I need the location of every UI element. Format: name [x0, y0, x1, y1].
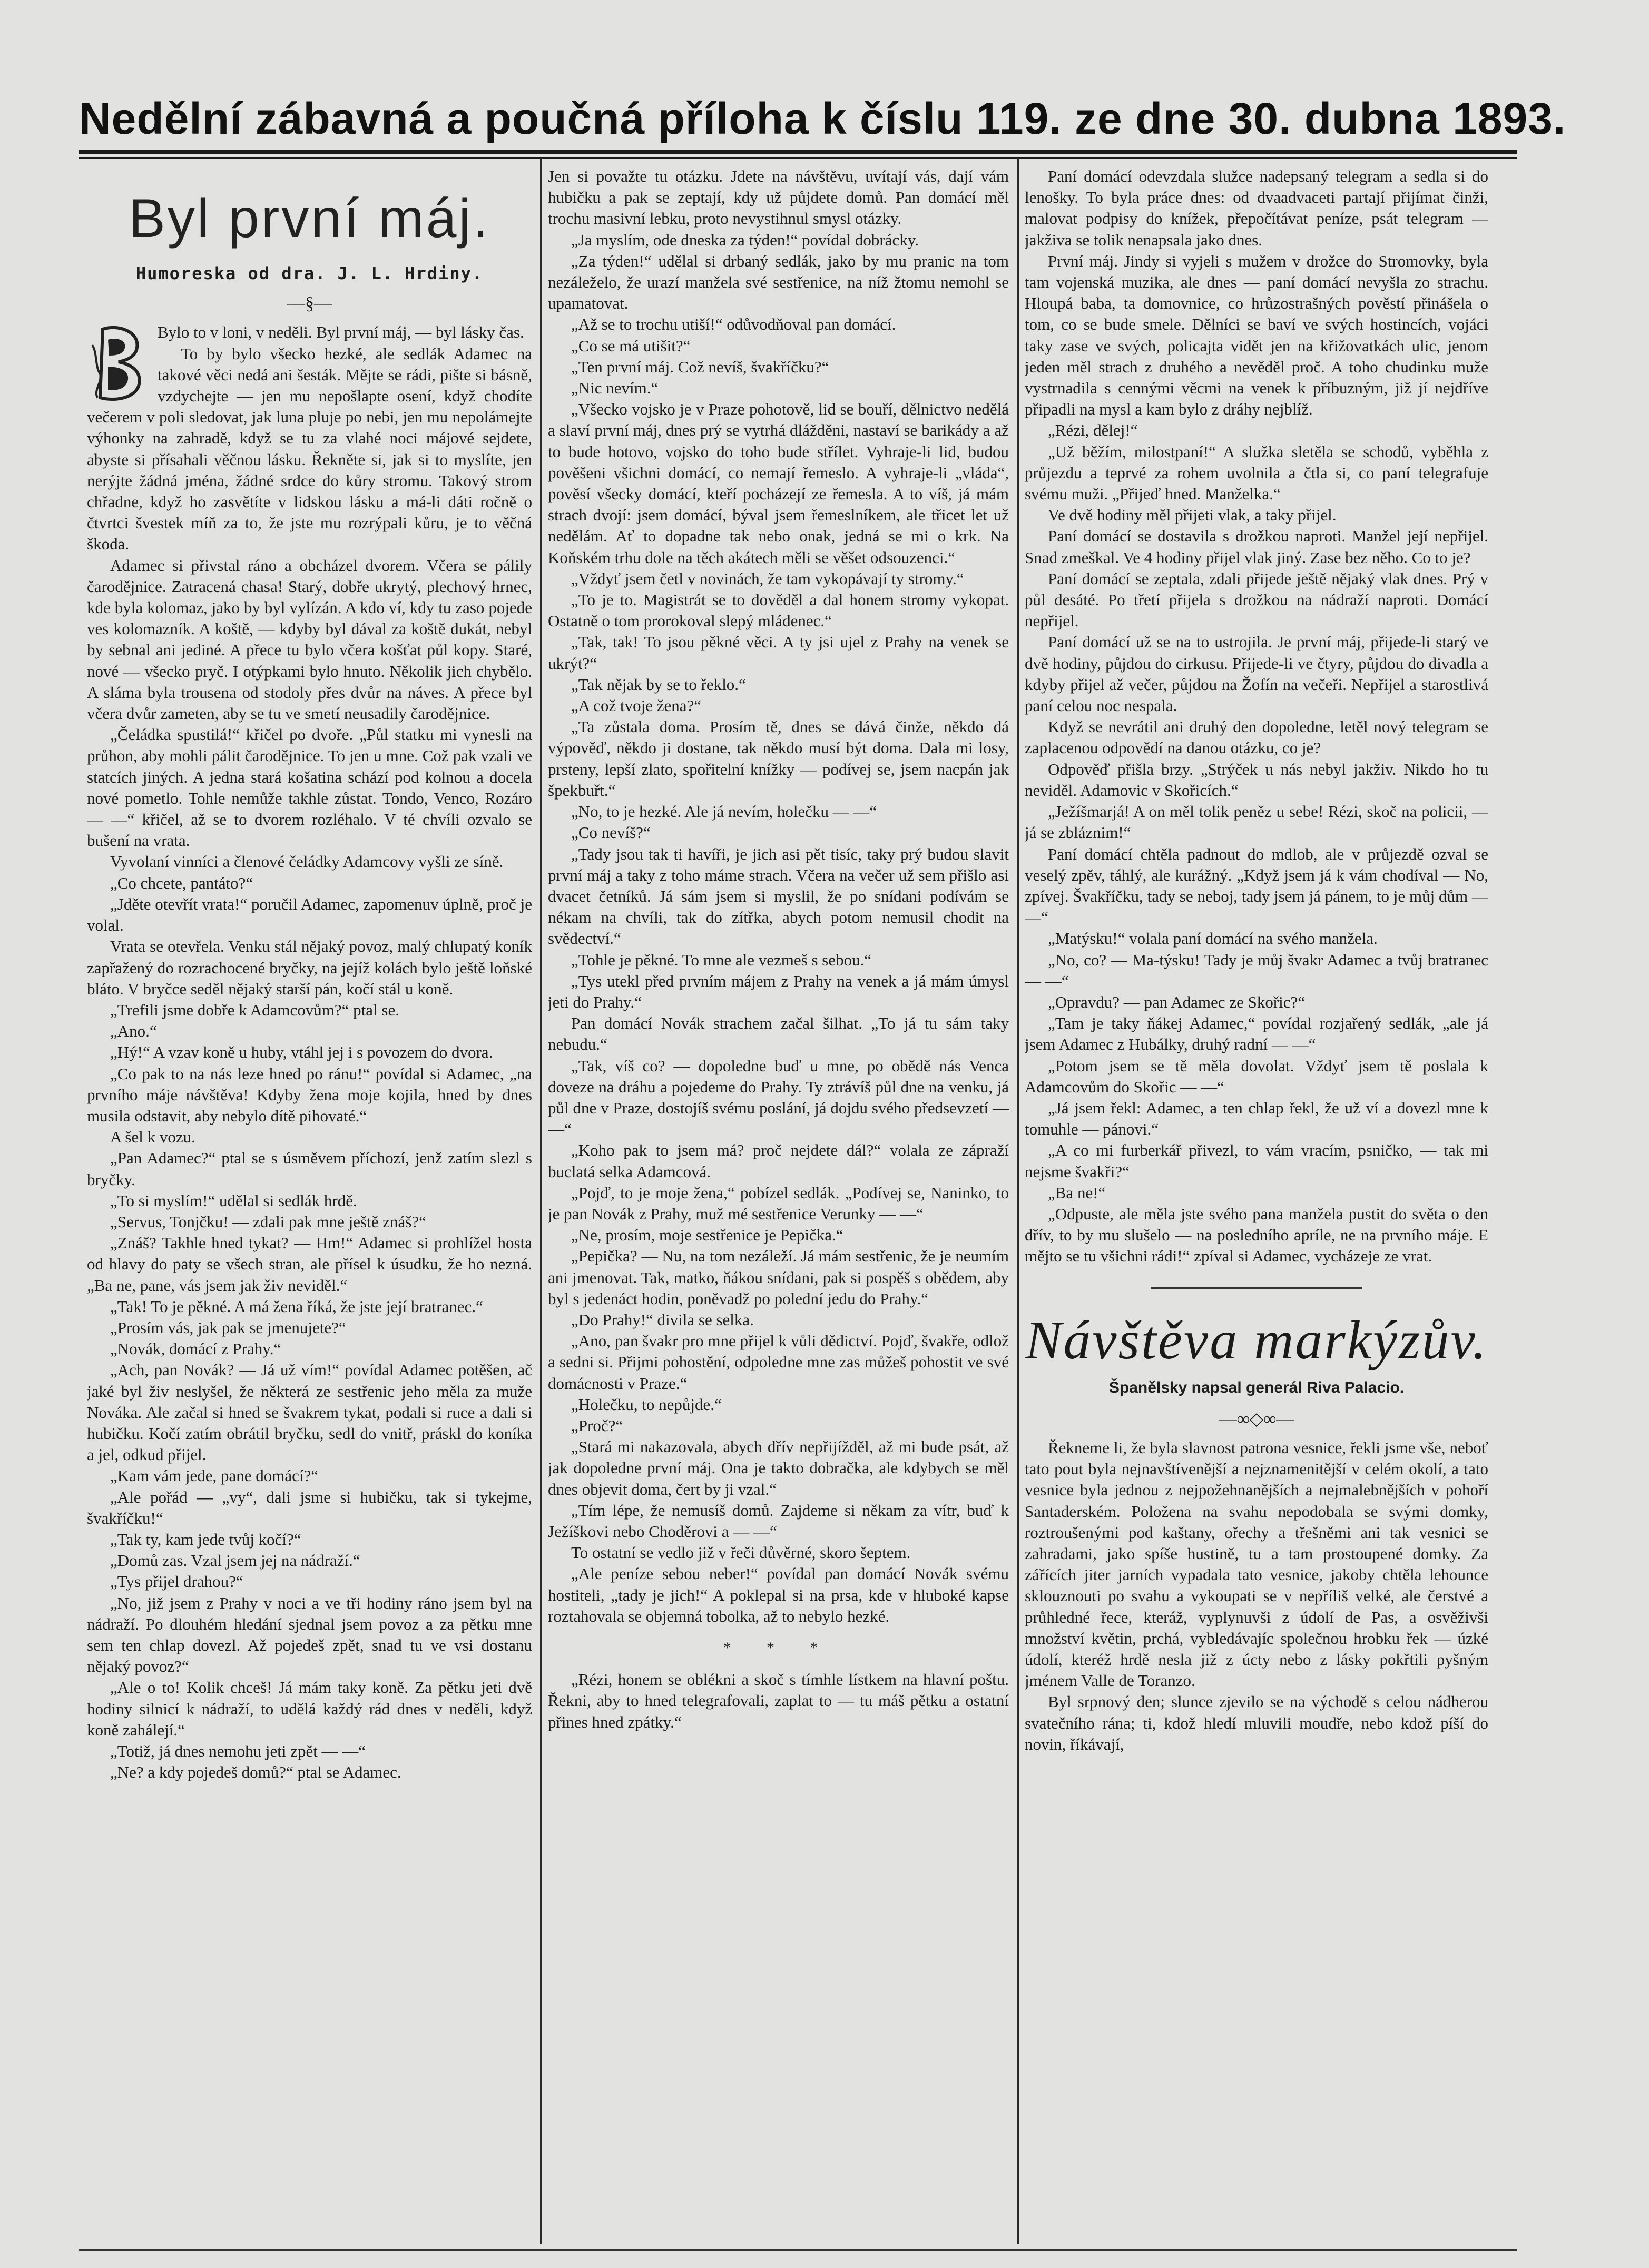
paragraph: „Hý!“ A vzav koně u huby, vtáhl jej i s povozem do dvora. [110, 1043, 493, 1062]
column-divider-1 [540, 158, 542, 2244]
paragraph: „Pan Adamec?“ ptal se s úsměvem příchozí, jenž zatím slezl s bryčky. [87, 1149, 532, 1189]
paragraph: „Co chcete, pantáto?“ [110, 873, 253, 892]
story-body [87, 322, 532, 1783]
paragraph: Paní domácí už se na to ustrojila. Je první máj, přijede-li starý ve dvě hodiny, půjdou do cirkusu. Přijede-li ve čtyry, půjdou do divadla a kdyby přijel až večer, půjdou na Žofín na večeři. Nepřijel a starostlivá paní celou noc nespala. [1025, 633, 1488, 715]
paragraph: „Čeládka spustilá!“ křičel po dvoře. „Půl statku mi vynesli na průhon, aby mohli pálit čarodějnice. To jen u mne. Což pak vzali ve statcích jiných. A jedna stará košatina schází pod kolnou a docela nové pometlo. Tohle nemůže takhle zůstat. Tondo, Venco, Rozáro — —“ křičel, až se to dvorem rozléhalo. V té chvíli ozvalo se bušení na vrata. [87, 725, 532, 850]
paragraph: „Tak ty, kam jede tvůj kočí?“ [110, 1530, 301, 1549]
paragraph: Paní domácí se zeptala, zdali přijede ještě nějaký vlak dnes. Prý v půl desáté. Po třetí přijela s drožkou na nádraží naproti. Domácí nepřijel. [1025, 569, 1488, 630]
paragraph: „Ne? a kdy pojedeš domů?“ ptal se Adamec. [110, 1763, 401, 1782]
paragraph: Adamec si přivstal ráno a obcházel dvorem. Včera se pálily čarodějnice. Zatracená chasa! Starý, dobře ukrytý, plechový hrnec, kde byla kolomaz, jako by byl vylízán. A kdo ví, kdy tu zaso pojede ves kolomazník. A koště, — kdyby byl dával za koště dukát, nebyl by sebnal ani jediné. A přece tu bylo včera košťat půl kopy. Staré, nové — všecko pryč. I otýpkami bylo hnuto. Několik jich chybělo. A sláma byla trousena od stodoly přes dvůr na náves. A přece byl včera dvůr zameten, aby se tu ve smetí neusadily čarodějnice. [87, 556, 532, 723]
paragraph: „Ten první máj. Což nevíš, švakříčku?“ [571, 357, 829, 376]
paragraph: „Kam vám jede, pane domácí?“ [110, 1466, 319, 1485]
paragraph: „Tak, tak! To jsou pěkné věci. A ty jsi ujel z Prahy na venek se ukrýt?“ [548, 633, 1009, 673]
paragraph: „Opravdu? — pan Adamec ze Skořic?“ [1048, 992, 1306, 1011]
paragraph: „Co pak to na nás leze hned po ránu!“ povídal si Adamec, „na prvního máje návštěva! Kdyby žena moje kojila, hned by dnes musila odstavit, aby nebylo dítě pihovaté.“ [87, 1064, 532, 1125]
paragraph: „Pojď, to je moje žena,“ pobízel sedlák. „Podívej se, Naninko, to je pan Novák z Prahy, muž mé sestřenice Verunky — —“ [548, 1183, 1009, 1223]
story-body-final [1025, 166, 1488, 1267]
header-rule [79, 150, 1517, 154]
paragraph: Vyvolaní vinníci a členové čeládky Adamcovy vyšli ze síně. [110, 852, 504, 871]
paragraph: „Ja myslím, ode dneska za týden!“ povídal dobrácky. [571, 230, 919, 249]
paragraph: „Ale o to! Kolik chceš! Já mám taky koně. Za pětku jeti dvě hodiny silnicí k nádraží, to udělá každý rád dnes v neděli, když koně zahálejí.“ [87, 1678, 532, 1739]
paragraph: „Ale peníze sebou neber!“ povídal pan domácí Novák svému hostiteli, „tady je jich!“ A poklepal si na prsa, kde v hluboké kapse roztahovala se objemná tobolka, až to nebylo hezké. [548, 1564, 1009, 1625]
paragraph: Paní domácí se dostavila s drožkou naproti. Manžel její nepřijel. Snad zmeškal. Ve 4 hodiny přijel vlak jiný. Zase bez něho. Co to je? [1025, 527, 1488, 567]
paragraph: „Tam je taky ňákej Adamec,“ povídal rozjařený sedlák, „ale já jsem Adamec z Hubálky, druhý radní — —“ [1025, 1014, 1488, 1054]
paragraph: „Pepička? — Nu, na tom nezáleží. Já mám sestřenic, že je neumím ani jmenovat. Tak, matko, ňákou snídani, pak si pospěš s obědem, aby byl s jedenáct hodin, poněvadž po polední jedu do Prahy.“ [548, 1247, 1009, 1308]
story-separator [1151, 1287, 1362, 1289]
paragraph: Pan domácí Novák strachem začal šilhat. „To já tu sám taky nebudu.“ [548, 1014, 1009, 1054]
story-body-continued-end [548, 1669, 1009, 1733]
paragraph: „Domů zas. Vzal jsem jej na nádraží.“ [110, 1551, 360, 1570]
column-1 [87, 166, 532, 2244]
paragraph: „Jděte otevřít vrata!“ poručil Adamec, zapomenuv úplně, proč je volal. [87, 894, 532, 935]
story2-byline: Španělsky napsal generál Riva Palacio. [1108, 1378, 1405, 1396]
paragraph: „To je to. Magistrát se to dověděl a dal honem stromy vykopat. Ostatně o tom prorokoval slepý mládenec.“ [548, 590, 1009, 630]
paragraph: Jen si považte tu otázku. Jdete na návštěvu, uvítají vás, dají vám hubičku a pak se zeptají, kdy už půjdete domů. Pan domácí měl trochu masivní lebku, proto nevystihnul smysl otázky. [548, 167, 1009, 228]
section-stars: * * * [723, 1639, 834, 1657]
story2-ornament: —∞◇∞— [1219, 1409, 1294, 1429]
story2-body [1025, 1437, 1488, 1755]
paragraph: „Tak! To je pěkné. A má žena říká, že jste její bratranec.“ [110, 1297, 483, 1316]
paragraph: „No, již jsem z Prahy v noci a ve tři hodiny ráno jsem byl na nádraží. Po dlouhém hledání sjednal jsem povoz a za pětku mne sem ten chlap dovezl. Až pojedeš zpět, snad tu ve vsi dostanu nějaký povoz?“ [87, 1593, 532, 1676]
story2-title: Návštěva markýzův. [1025, 1309, 1488, 1370]
paragraph: „Do Prahy!“ divila se selka. [571, 1310, 754, 1329]
paragraph: „No, to je hezké. Ale já nevím, holečku — —“ [571, 802, 877, 821]
paragraph: „Až se to trochu utiší!“ odůvodňoval pan domácí. [571, 315, 896, 334]
ornament: —§— [287, 294, 332, 314]
paragraph: „Ano, pan švakr pro mne přijel k vůli dědictví. Pojď, švakře, odlož a sedni si. Přijmi pohostění, odpoledne mne zas můžeš pohostit ve své domácnosti v Praze.“ [548, 1332, 1009, 1393]
paragraph: „Prosím vás, jak pak se jmenujete?“ [110, 1318, 346, 1337]
paragraph: „Trefili jsme dobře k Adamcovům?“ ptal se. [110, 1000, 399, 1019]
column-divider-2 [1017, 158, 1019, 2244]
paragraph: „Novák, domácí z Prahy.“ [110, 1339, 281, 1358]
header-rule-thin [79, 157, 1517, 159]
paragraph: První máj. Jindy si vyjeli s mužem v drožce do Stromovky, byla tam vojenská muzika, ale dnes — paní domácí nevyšla zo strachu. Hloupá baba, ta domovnice, co hrůzostrašných pověstí přinášela o tom, co se bude smele. Dělníci se baví ve svých hostincích, vojáci taky zase ve svých, policajta vidět jen na křižovatkách ulic, jenom jeden měl strach z druhého a nevěděl proč. A toho chudinku muže vystrnadila s cennými věcmi na venek k příbuzným, již jí nejdříve připadli na mysl a kam bylo z dráhy nejblíž. [1025, 251, 1488, 419]
paragraph: „Už běžím, milostpaní!“ A služka sletěla se schodů, vyběhla z průjezdu a teprvé za rohem uvolnila a čtla si, co paní telegrafuje svému muži. „Přijeď hned. Manželka.“ [1025, 442, 1488, 504]
paragraph: To by bylo všecko hezké, ale sedlák Adamec na takové věci nedá ani šesták. Mějte se rádi, pište si básně, vzdychejte — jen mu nepošlapte osení, když chodíte večerem v poli sledovat, jak luna pluje po nebi, jen mu nepolámejte výhonky na zahradě, když se tu za vlahé noci májové sejdete, abyste si přísahali věčnou lásku. Řekněte si, jak si to myslíte, jen nerýjte žádná jména, žádné srdce do kůry stromu. Takový strom chřadne, když ho zasvětíte v lidskou lásku a má-li dáti ročně o čtvrtci švestek míň za to, že jste mu rozrýpali kůru, je to věčná škoda. [87, 344, 532, 554]
paragraph: „Všecko vojsko je v Praze pohotově, lid se bouří, dělnictvo nedělá a slaví první máj, dnes prý se vytrhá dlážděni, nastaví se barikády a až to bude hotovo, vojsko do toho bude střílet. Vyhraje-li lid, budou pověšeni všichni domácí, co nemají řemeslo. A vyhraje-li „vláda“, pověsí všecky domácí, kteří pocházejí ze řemesla. A to víš, já mám strach dvojí: jsem domácí, býval jsem řemeslníkem, ale třicet let už nedělám. Ať to dopadne tak nebo onak, jedná se mi o krk. Na Koňském trhu dole na těch akátech měli se věšet odsouzenci.“ [548, 400, 1009, 567]
paragraph: „Proč?“ [571, 1416, 623, 1435]
paragraph: „Ale pořád — „vy“, dali jsme si hubičku, tak si tykejme, švakříčku!“ [87, 1487, 532, 1527]
paragraph: „Ano.“ [110, 1022, 157, 1041]
paragraph: To ostatní se vedlo již v řeči důvěrné, skoro šeptem. [571, 1543, 911, 1562]
paragraph: „Tady jsou tak ti havíři, je jich asi pět tisíc, taky prý budou slavit první máj a taky z toho máme strach. Včera na večer už sem přišlo asi dvacet četníků. Já sám jsem si myslil, že po snídani podívám se nékam na chvíli, tak do zítřka, abych potom nemusil chodit na svědectví.“ [548, 844, 1009, 948]
paragraph: „Co nevíš?“ [571, 823, 651, 842]
paragraph: „Tohle je pěkné. To mne ale vezmeš s sebou.“ [571, 950, 872, 969]
paragraph: „Holečku, to nepůjde.“ [571, 1395, 722, 1414]
dropcap-b-ornament-icon [87, 324, 150, 403]
paragraph: Řekneme li, že byla slavnost patrona vesnice, řekli jsme vše, neboť tato pout byla nejnavštívenější a nejznamenitější v celém okolí, a tato vesnice byla jednou z nejpožehnanějších a nejmalebnějších v pohoří Santaderském. Položena na svahu nepodobala se svými domky, roztroušenými pod kaštany, ořechy a třešněmi ani tak vesnici se zahradami, jako spíše hustině, tu a tam prostoupené domky. Za zářících jiter jarních vypadala tato vesnice, jakoby chtěla lehounce sklouznouti po svahu a vykoupati se v nepříliš velké, ale čerstvé a průhledné řece, kteráž, vyplynuvši z údolí de Pas, a osvěživši množství květin, prchá, vybledávajíc společnou hrobku řek — úzké údolí, kteréž hrdě nesla již z úcty nebo z lásky pokřtili pyšným jménem Valle de Toranzo. [1025, 1438, 1488, 1690]
story-byline: Humoreska od dra. J. L. Hrdiny. [135, 263, 484, 283]
paragraph: „No, co? — Ma-týsku! Tady je můj švakr Adamec a tvůj bratranec — —“ [1025, 950, 1488, 990]
paragraph: „Ba ne!“ [1048, 1183, 1106, 1202]
paragraph: „Co se má utišit?“ [571, 336, 691, 355]
paragraph: Vrata se otevřela. Venku stál nějaký povoz, malý chlupatý koník zapřažený do rozrachocené bryčky, na jejíž kolách bylo ještě loňské bláto. V bryčce seděl nějaký starší pán, kočí stál u koně. [87, 937, 532, 998]
paragraph: Paní domácí chtěla padnout do mdlob, ale v průjezdě ozval se veselý zpěv, táhlý, ale kurážný. „Když jsem já k vám chodíval — No, zpívej. Švakříčku, tady se neboj, tady jsem já pánem, to je můj dům — —“ [1025, 844, 1488, 927]
paragraph: Když se nevrátil ani druhý den dopoledne, letěl nový telegram se zaplacenou odpovědí na danou otázku, co je? [1025, 717, 1488, 757]
paragraph: „Nic nevím.“ [571, 379, 659, 398]
paragraph: „Matýsku!“ volala paní domácí na svého manžela. [1048, 929, 1378, 948]
story-title: Byl první máj. [129, 188, 490, 249]
paragraph: Odpověď přišla brzy. „Strýček u nás nebyl jakživ. Nikdo ho tu neviděl. Adamovic v Skořicích.“ [1025, 760, 1488, 800]
paragraph: „Znáš? Takhle hned tykat? — Hm!“ Adamec si prohlížel hosta od hlavy do paty se všech stran, ale přísel k úsudku, že ho nezná. „Ba ne, pane, vás jsem jak živ neviděl.“ [87, 1234, 532, 1295]
paragraph: „Ta zůstala doma. Prosím tě, dnes se dává činže, někdo dá výpověď, někdo ji dostane, tak někdo musí být doma. Dala mi losy, prsteny, lepší zlato, spořitelní knížky — podívej se, jsem nacpán jak špekbuřt.“ [548, 717, 1009, 800]
paragraph: „Totiž, já dnes nemohu jeti zpět — —“ [110, 1742, 366, 1761]
paragraph: „Rézi, dělej!“ [1048, 421, 1138, 440]
paragraph: „To si myslím!“ udělal si sedlák hrdě. [110, 1191, 357, 1210]
paragraph: „Ne, prosím, moje sestřenice je Pepička.“ [571, 1226, 843, 1245]
paragraph: Paní domácí odevzdala služce nadepsaný telegram a sedla si do lenošky. To byla práce dnes: od dvaadvaceti partají přijímat činži, malovat podpisy do knížek, přepočítávat peníze, psát telegram — jakživa se tolik nenapsala jako dnes. [1025, 167, 1488, 249]
paragraph: „A což tvoje žena?“ [571, 696, 701, 715]
paragraph: „Tak, víš co? — dopoledne buď u mne, po obědě nás Venca doveze na dráhu a pojedeme do Prahy. Ty ztrávíš půl dne na venku, já půl dne v Praze, dostojíš svému poslání, já dojdu svého předsevzetí — —“ [548, 1056, 1009, 1139]
paragraph: A šel k vozu. [110, 1128, 195, 1147]
paragraph: „Odpuste, ale měla jste svého pana manžela pustit do světa o den dřív, to by mu slušelo — na posledního apríle, ne na prvního máje. E mějto se tu všichni rádi!“ zpíval si Adamec, vycházeje ze vrat. [1025, 1204, 1488, 1266]
paragraph: „Stará mi nakazovala, abych dřív nepřijížděl, až mi bude psát, až jak dopoledne první máj. Ona je takto dobračka, ale kdybych se měl dnes objevit doma, čert by ji vzal.“ [548, 1437, 1009, 1498]
paragraph: „Servus, Tonjčku! — zdali pak mne ještě znáš?“ [110, 1212, 426, 1231]
paragraph: Byl srpnový den; slunce zjevilo se na východě s celou nádherou svatečního rána; ti, kdož hledí mluvili moudře, nebo kdož píší do novin, říkávají, [1025, 1692, 1488, 1753]
paragraph: „Ježíšmarjá! A on měl tolik peněz u sebe! Rézi, skoč na policii, — já se zbláznim!“ [1025, 802, 1488, 842]
column-2 [548, 166, 1009, 2244]
paragraph: „Tys přijel drahou?“ [110, 1572, 243, 1591]
story-body-continued [548, 166, 1009, 1627]
paragraph: „Potom jsem se tě měla dovolat. Vždyť jsem tě poslala k Adamcovům do Skořic — —“ [1025, 1056, 1488, 1096]
paragraph: „Tím lépe, že nemusíš domů. Zajdeme si někam za vítr, buď k Ježíškovi nebo Choděrovi a — —“ [548, 1501, 1009, 1541]
paragraph: Bylo to v loni, v neděli. Byl první máj, — byl lásky čas. [158, 323, 524, 342]
paragraph: „Ach, pan Novák? — Já už vím!“ povídal Adamec potěšen, ač jaké byl živ neslyšel, že některá ze sestřenic jeho měla za muže Nováka. Ale začal si hned se švakrem tykat, podali si ruce a dali si hubičku. Kočí zatím obrátil bryčku, sedl do vnitř, práskl do koníka a jel, odkud přijel. [87, 1360, 532, 1464]
paragraph: „Koho pak to jsem má? proč nejdete dál?“ volala ze zápraží buclatá selka Adamcová. [548, 1141, 1009, 1181]
paragraph: Ve dvě hodiny měl přijeti vlak, a taky přijel. [1048, 506, 1337, 525]
paragraph: „A co mi furberkář přivezl, to vám vracím, psničko, — tak mi nejsme švakři?“ [1025, 1141, 1488, 1181]
paragraph: „Tak nějak by se to řeklo.“ [571, 675, 746, 694]
paragraph: „Za týden!“ udělal si drbaný sedlák, jako by mu pranic na tom nezáleželo, že urazí manžela své sestřenice, na níž žtomu nemohl se upamatovat. [548, 251, 1009, 313]
page-header: Nedělní zábavná a poučná příloha k číslu 119. ze dne 30. dubna 1893. [79, 94, 1566, 143]
paragraph: „Tys utekl před prvním májem z Prahy na venek a já mám úmysl jeti do Prahy.“ [548, 971, 1009, 1011]
footer-rule [79, 2249, 1517, 2251]
column-3 [1025, 166, 1488, 2244]
paragraph: „Rézi, honem se oblékni a skoč s tímhle lístkem na hlavní poštu. Řekni, aby to hned telegrafovali, zaplat to — tu máš pětku a ostatní přines hned zpátky.“ [548, 1670, 1009, 1731]
paragraph: „Já jsem řekl: Adamec, a ten chlap řekl, že už ví a dovezl mne k tomuhle — pánovi.“ [1025, 1098, 1488, 1139]
paragraph: „Vždyť jsem četl v novinách, že tam vykopávají ty stromy.“ [571, 569, 964, 588]
